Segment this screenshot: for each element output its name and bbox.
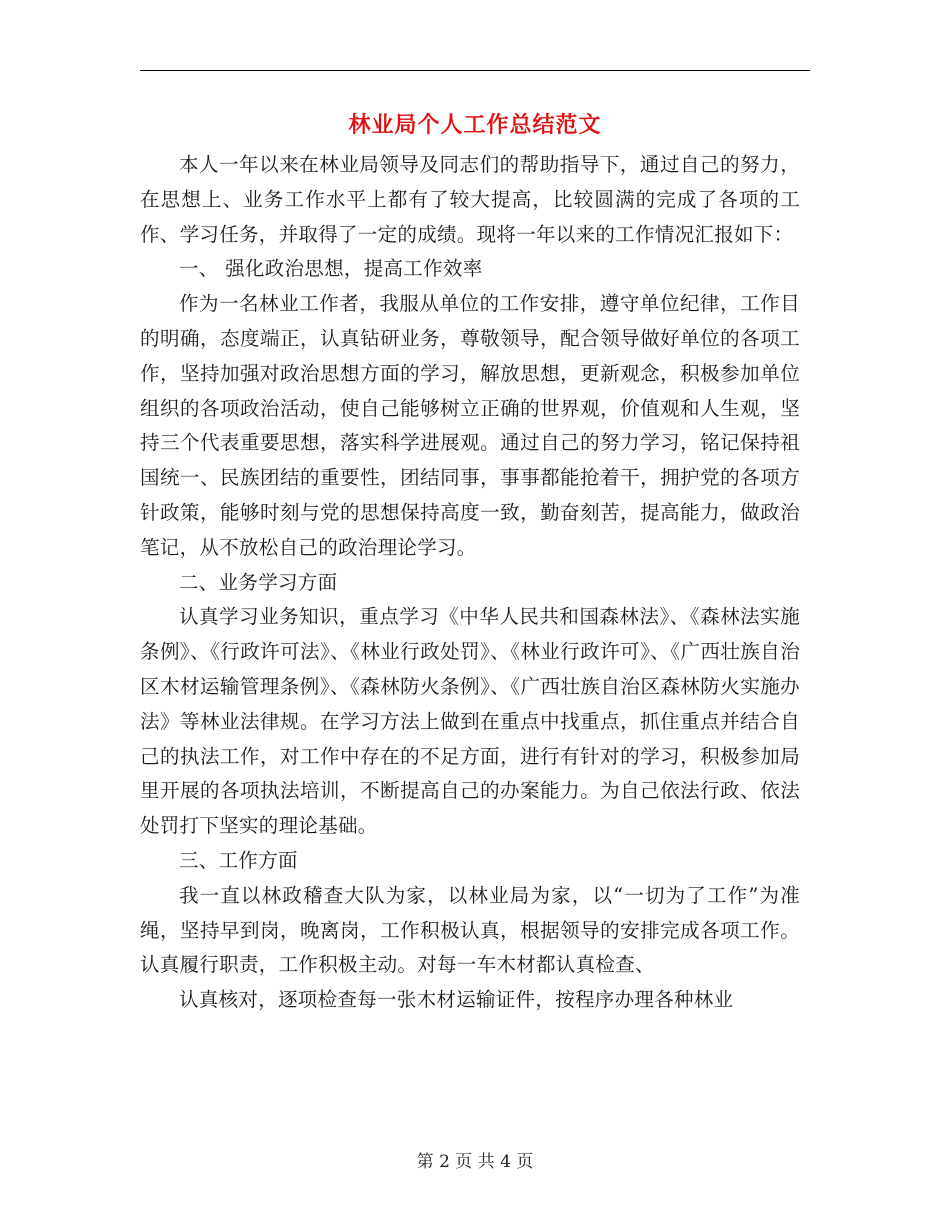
header-rule xyxy=(140,70,810,71)
page-number-footer: 第 2 页 共 4 页 xyxy=(416,1152,534,1172)
section-1-paragraph: 作为一名林业工作者，我服从单位的工作安排，遵守单位纪律，工作目的明确，态度端正，认真钻研业务，尊敬领导，配合领导做好单位的各项工作，坚持加强对政治思想方面的学习，解放思想，更新观念，积极参加单位组织的各项政治活动，使自己能够树立正确的世界观，价值观和人生观，坚持三个代表重要思想，落实科学进展观。通过自己的努力学习，铭记保持祖国统一、民族团结的重要性，团结同事，事事都能抢着干，拥护党的各项方针政策，能够时刻与党的思想保持高度一致，勤奋刻苦，提高能力，做政治笔记，从不放松自己的政治理论学习。 xyxy=(140,292,800,559)
section-heading-1: 一、 强化政治思想，提高工作效率 xyxy=(179,257,483,281)
section-2-paragraph: 认真学习业务知识，重点学习《中华人民共和国森林法》、《森林法实施条例》、《行政许可法》、《林业行政处罚》、《林业行政许可》、《广西壮族自治区木材运输管理条例》、《森林防火条例》、《广西壮族自治区森林防火实施办法》等林业法律规。在学习方法上做到在重点中找重点，抓住重点并结合自己的执法工作，对工作中存在的不足方面，进行有针对的学习，积极参加局里开展的各项执法培训，不断提高自己的办案能力。为自己依法行政、依法处罚打下坚实的理论基础。 xyxy=(140,605,800,838)
document-title: 林业局个人工作总结范文 xyxy=(348,113,602,138)
section-3-paragraph: 我一直以林政稽查大队为家，以林业局为家，以“一切为了工作”为准绳，坚持早到岗，晚离岗，工作积极认真，根据领导的安排完成各项工作。认真履行职责，工作积极主动。对每一车木材都认真检查、 xyxy=(140,883,800,977)
section-3-paragraph-continued: 认真核对，逐项检查每一张木材运输证件，按程序办理各种林业 xyxy=(179,988,734,1012)
section-heading-3: 三、工作方面 xyxy=(179,848,298,872)
document-body xyxy=(140,148,800,1018)
intro-paragraph: 本人一年以来在林业局领导及同志们的帮助指导下，通过自己的努力，在思想上、业务工作水平上都有了较大提高，比较圆满的完成了各项的工作、学习任务，并取得了一定的成绩。现将一年以来的工作情况汇报如下： xyxy=(140,153,800,246)
section-heading-2: 二、业务学习方面 xyxy=(179,570,338,594)
